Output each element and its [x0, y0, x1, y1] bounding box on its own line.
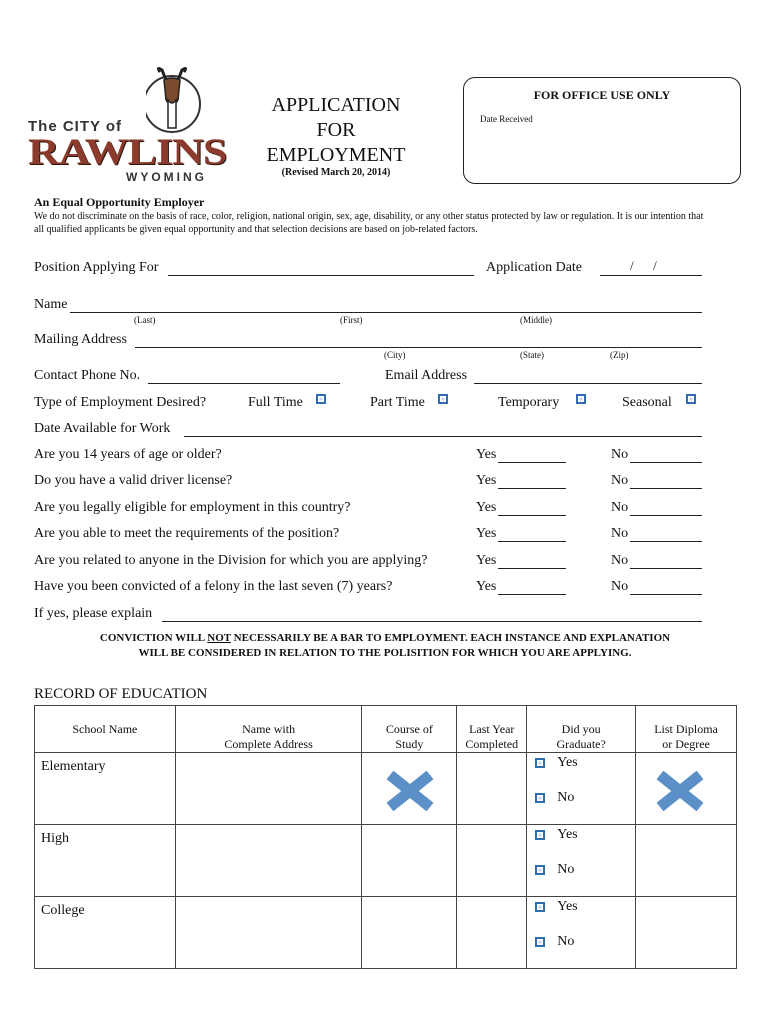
yes-field[interactable]	[498, 515, 566, 516]
logo-wyoming: WYOMING	[126, 170, 207, 184]
zip-hint: (Zip)	[610, 350, 629, 360]
no-label: No	[557, 862, 575, 877]
last-year-cell[interactable]	[457, 753, 527, 825]
graduate-cell	[527, 897, 636, 969]
school-name-cell	[35, 825, 176, 897]
address-cell[interactable]	[175, 897, 362, 969]
graduate-cell	[527, 753, 636, 825]
question-text: Do you have a valid driver license?	[34, 473, 233, 488]
employment-type-label: Type of Employment Desired?	[34, 395, 207, 410]
yes-field[interactable]	[498, 594, 566, 595]
yes-label: Yes	[476, 447, 497, 462]
question-text: Are you related to anyone in the Division for which you are applying?	[34, 553, 428, 568]
no-label: No	[611, 553, 629, 568]
no-field[interactable]	[630, 568, 702, 569]
no-label: No	[611, 473, 629, 488]
x-mark-icon	[386, 771, 434, 811]
yes-label: Yes	[476, 500, 497, 515]
school-name-cell	[35, 753, 176, 825]
no-field[interactable]	[630, 488, 702, 489]
mailing-address-field[interactable]	[135, 347, 702, 348]
table-row	[35, 897, 737, 969]
diploma-cell	[636, 753, 737, 825]
yes-field[interactable]	[498, 541, 566, 542]
yes-field[interactable]	[498, 488, 566, 489]
question-text: Are you legally eligible for employment in this country?	[34, 500, 351, 515]
city-hint: (City)	[384, 350, 406, 360]
yes-label: Yes	[557, 755, 578, 770]
date-received-label: Date Received	[480, 114, 533, 124]
yes-field[interactable]	[498, 462, 566, 463]
logo-rawlins: RAWLINS	[28, 130, 227, 173]
row-label: High	[41, 831, 69, 846]
graduate-yes	[535, 827, 577, 843]
no-label: No	[611, 500, 629, 515]
graduate-yes-checkbox[interactable]	[535, 758, 545, 768]
yes-label: Yes	[557, 827, 578, 842]
name-last-hint: (Last)	[134, 315, 156, 325]
course-cell[interactable]	[362, 825, 457, 897]
conviction-text-3: WILL BE CONSIDERED IN RELATION TO THE POLISITION FOR WHICH YOU ARE APPLYING.	[138, 647, 632, 659]
graduate-no-checkbox[interactable]	[535, 937, 545, 947]
part-time-label: Part Time	[370, 395, 425, 410]
title-line-2: FOR	[316, 119, 356, 141]
email-label: Email Address	[385, 368, 468, 383]
application-date-slashes: / /	[630, 258, 657, 273]
graduate-no-checkbox[interactable]	[535, 793, 545, 803]
form-title	[244, 93, 428, 168]
table-row	[35, 753, 737, 825]
no-field[interactable]	[630, 462, 702, 463]
no-field[interactable]	[630, 515, 702, 516]
header-course	[362, 706, 457, 753]
graduate-no	[535, 934, 574, 950]
temporary-checkbox[interactable]	[576, 394, 586, 404]
table-row	[35, 825, 737, 897]
graduate-no	[535, 790, 574, 806]
education-heading: RECORD OF EDUCATION	[34, 686, 208, 702]
header-text: School Name	[72, 722, 138, 736]
course-cell[interactable]	[362, 897, 457, 969]
header-text: List Diploma or Degree	[654, 722, 718, 751]
diploma-cell[interactable]	[636, 897, 737, 969]
temporary-label: Temporary	[498, 395, 560, 410]
row-label: College	[41, 903, 85, 918]
application-date-field[interactable]	[600, 275, 702, 276]
header-graduate	[527, 706, 636, 753]
part-time-checkbox[interactable]	[438, 394, 448, 404]
no-label: No	[611, 579, 629, 594]
name-label: Name	[34, 297, 68, 312]
no-label: No	[611, 447, 629, 462]
diploma-cell[interactable]	[636, 825, 737, 897]
question-text: Are you 14 years of age or older?	[34, 447, 222, 462]
header-school-name	[35, 706, 176, 753]
question-text: Have you been convicted of a felony in the last seven (7) years?	[34, 579, 393, 594]
graduate-no	[535, 862, 574, 878]
name-middle-hint: (Middle)	[520, 315, 552, 325]
yes-label: Yes	[557, 899, 578, 914]
conviction-text-2: NECESSARILY BE A BAR TO EMPLOYMENT. EACH INSTANCE AND EXPLANATION	[230, 632, 671, 644]
name-field[interactable]	[70, 312, 702, 313]
header-text: Course of Study	[385, 722, 433, 751]
position-label: Position Applying For	[34, 260, 159, 275]
course-cell	[362, 753, 457, 825]
phone-field[interactable]	[148, 383, 340, 384]
name-first-hint: (First)	[340, 315, 363, 325]
office-use-heading: FOR OFFICE USE ONLY	[533, 88, 671, 102]
seasonal-checkbox[interactable]	[686, 394, 696, 404]
last-year-cell[interactable]	[457, 897, 527, 969]
application-date-label: Application Date	[486, 260, 583, 275]
explain-field[interactable]	[162, 621, 702, 622]
conviction-text-1: CONVICTION WILL	[99, 632, 208, 644]
position-field[interactable]	[168, 275, 474, 276]
header-diploma	[636, 706, 737, 753]
office-use-box	[463, 77, 741, 184]
city-logo	[28, 66, 228, 186]
conviction-not: NOT	[207, 632, 231, 644]
title-line-3: EMPLOYMENT	[266, 144, 406, 166]
address-cell[interactable]	[175, 753, 362, 825]
explain-label: If yes, please explain	[34, 606, 153, 621]
header-text: Did you Graduate?	[556, 722, 606, 751]
seasonal-label: Seasonal	[622, 395, 672, 410]
state-hint: (State)	[520, 350, 544, 360]
no-label: No	[557, 934, 575, 949]
graduate-no-checkbox[interactable]	[535, 865, 545, 875]
full-time-label: Full Time	[248, 395, 303, 410]
graduate-yes	[535, 899, 577, 915]
no-label: No	[611, 526, 629, 541]
address-cell[interactable]	[175, 825, 362, 897]
no-field[interactable]	[630, 541, 702, 542]
graduate-yes-checkbox[interactable]	[535, 902, 545, 912]
x-mark-icon	[656, 771, 704, 811]
question-text: Are you able to meet the requirements of the position?	[34, 526, 340, 541]
no-label: No	[557, 790, 575, 805]
graduate-cell	[527, 825, 636, 897]
header-address	[175, 706, 362, 753]
school-name-cell	[35, 897, 176, 969]
mailing-address-label: Mailing Address	[34, 332, 127, 347]
education-header-row	[35, 706, 737, 753]
last-year-cell[interactable]	[457, 825, 527, 897]
education-table	[34, 705, 737, 969]
yes-label: Yes	[476, 473, 497, 488]
yes-field[interactable]	[498, 568, 566, 569]
no-field[interactable]	[630, 594, 702, 595]
header-last-year	[457, 706, 527, 753]
logo-the-city-of: The CITY of	[28, 118, 123, 135]
eoe-statement: We do not discriminate on the basis of race, color, religion, national origin, sex, age, disability, or any other status protected by law or regulation. It is our intention that all qualified applicants be given equal opportunity and that selection decisions are based on job-related factors.	[34, 211, 704, 235]
date-available-label: Date Available for Work	[34, 421, 171, 436]
yes-label: Yes	[476, 579, 497, 594]
yes-label: Yes	[476, 553, 497, 568]
header-text: Last Year Completed	[465, 722, 519, 751]
phone-label: Contact Phone No.	[34, 368, 141, 383]
email-field[interactable]	[474, 383, 702, 384]
graduate-yes	[535, 755, 577, 771]
full-time-checkbox[interactable]	[316, 394, 326, 404]
yes-label: Yes	[476, 526, 497, 541]
graduate-yes-checkbox[interactable]	[535, 830, 545, 840]
conviction-notice	[30, 631, 740, 661]
eoe-heading: An Equal Opportunity Employer	[34, 195, 205, 209]
title-line-1: APPLICATION	[271, 94, 401, 116]
revised-date: (Revised March 20, 2014)	[281, 167, 391, 178]
date-available-field[interactable]	[184, 436, 702, 437]
header-text: Name with Complete Address	[224, 722, 313, 751]
antelope-emblem-icon	[146, 66, 236, 136]
row-label: Elementary	[41, 759, 106, 774]
